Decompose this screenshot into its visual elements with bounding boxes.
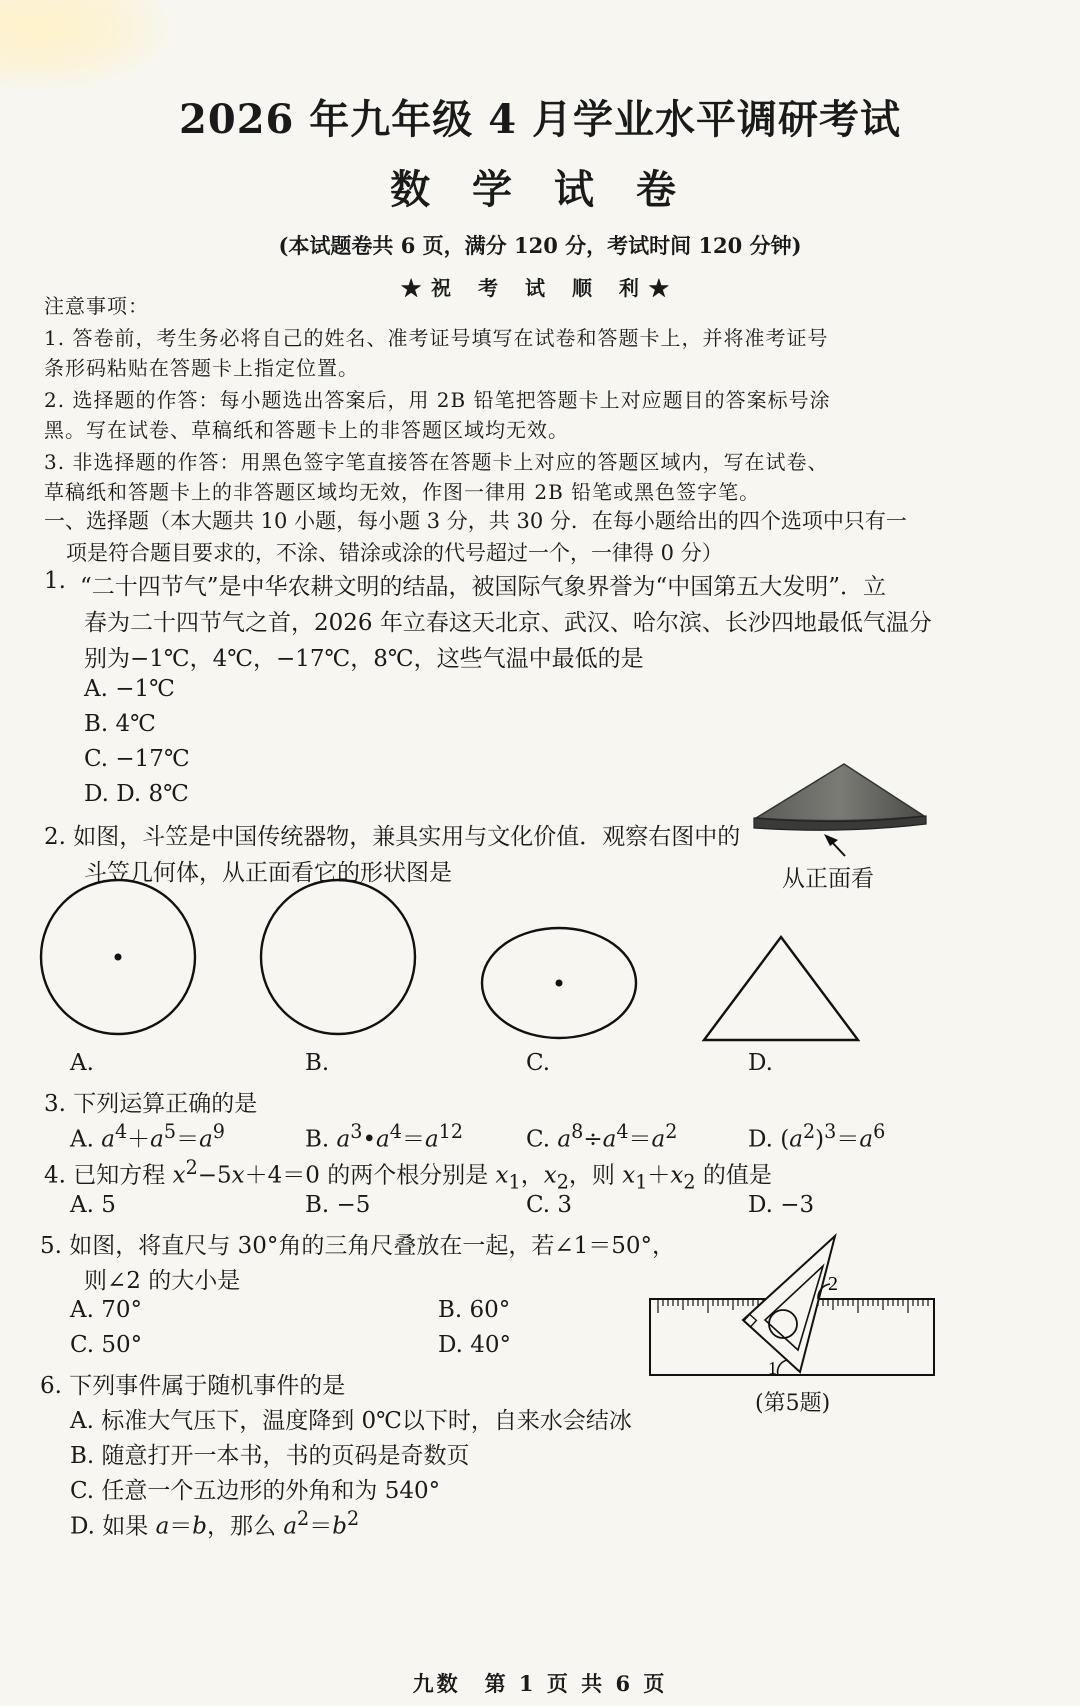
q6-option-c: C. 任意一个五边形的外角和为 540° [70,1478,441,1504]
q4-option-b: B. −5 [305,1192,371,1218]
q6-option-a: A. 标准大气压下，温度降到 0℃以下时，自来水会结冰 [70,1408,632,1434]
q3-option-d: D. $(a^2)^3=a^6$ [748,1120,886,1153]
exam-title: 2026 年九年级 4 月学业水平调研考试 [179,96,901,143]
hat-cone [756,764,924,821]
q4-option-a: A. 5 [70,1192,116,1218]
q3-option-a: A. $a^4+a^5=a^9$ [70,1120,225,1153]
exam-info: (本试题卷共 6 页，满分 120 分，考试时间 120 分钟) [278,233,802,258]
q2-stem-line: 斗笠几何体，从正面看它的形状图是 [84,860,452,886]
bamboo-hat-figure [750,758,930,868]
choice-b-label: B. [305,1050,330,1076]
q1-stem-line: 别为−1℃，4℃，−17℃，8℃，这些气温中最低的是 [84,646,644,672]
section1-line2: 项是符合题目要求的，不涂、错涂或涂的代号超过一个，一律得 0 分） [66,541,723,565]
q5-stem-line: 5. 如图，将直尺与 30°角的三角尺叠放在一起，若∠1＝50°， [40,1233,676,1259]
q6-stem: 6. 下列事件属于随机事件的是 [40,1373,346,1399]
view-label: 从正面看 [782,866,874,892]
choice-d-label: D. [748,1050,773,1076]
q5-option-c: C. 50° [70,1332,143,1358]
q5-option-b: B. 60° [438,1297,511,1323]
q1-option-c: C. −17℃ [84,746,190,772]
notice-line: 3. 非选择题的作答：用黑色签字笔直接答在答题卡上对应的答题区域内，写在试卷、 [44,450,829,474]
q4-option-c: C. 3 [526,1192,573,1218]
notice-line: 条形码粘贴在答题卡上指定位置。 [44,356,359,380]
choice-d-triangle [704,937,858,1040]
photo-glare [0,0,170,90]
section1-line1: 一、选择题（本大题共 10 小题，每小题 3 分，共 30 分．在每小题给出的四个选项中只有一 [44,509,907,533]
q5-option-a: A. 70° [70,1297,142,1323]
view-arrowhead [824,834,838,846]
q6-option-d: D. 如果 a＝b，那么 $a^2=b^2$ [70,1507,360,1540]
q5-figure-label: (第5题) [755,1391,831,1416]
choice-b-circle [261,880,415,1034]
triangle-outer [743,1236,835,1372]
notice-line: 1. 答卷前，考生务必将自己的姓名、准考证号填写在试卷和答题卡上，并将准考证号 [44,326,829,350]
angle-2-label: 2 [828,1273,838,1295]
q3-stem: 3. 下列运算正确的是 [44,1091,258,1117]
choice-a-label: A. [70,1050,94,1076]
q6-option-b: B. 随意打开一本书，书的页码是奇数页 [70,1443,470,1469]
q3-option-b: B. $a^3•a^4=a^{12}$ [305,1120,464,1153]
choice-a-center-dot [115,954,122,961]
choice-c-center-dot [556,980,563,987]
q1-option-b: B. 4℃ [84,711,156,737]
subject-title: 数 学 试 卷 [390,166,690,213]
q4-stem: 4. 已知方程 $x^2-5x+4=0$ 的两个根分别是 $x_1$，$x_2$，则 $x_1+x_2$ 的值是 [44,1156,772,1194]
q2-stem-line: 2. 如图，斗笠是中国传统器物，兼具实用与文化价值．观察右图中的 [44,824,741,850]
q1-number: 1. [44,568,66,594]
notice-line: 草稿纸和答题卡上的非答题区域均无效，作图一律用 2B 铅笔或黑色签字笔。 [44,480,761,504]
q1-stem-line: “二十四节气”是中华农耕文明的结晶，被国际气象界誉为“中国第五大发明”．立 [80,574,887,600]
q5-stem-line: 则∠2 的大小是 [84,1268,241,1294]
angle-1-label: 1 [768,1358,777,1378]
q4-option-d: D. −3 [748,1192,815,1218]
good-luck-line: ★祝 考 试 顺 利★ [401,276,679,300]
notice-line: 2. 选择题的作答：每小题选出答案后，用 2B 铅笔把答题卡上对应题目的答案标号涂 [44,388,831,412]
q5-option-d: D. 40° [438,1332,512,1358]
page-footer: 九数 第 1 页 共 6 页 [412,1671,668,1696]
notice-line: 黑。写在试卷、草稿纸和答题卡上的非答题区域均无效。 [44,418,569,442]
angle-1-arc [778,1360,788,1375]
q1-option-a: A. −1℃ [84,676,175,702]
notice-heading: 注意事项： [44,294,149,318]
ruler-triangle-figure [640,1232,940,1382]
q1-stem-line: 春为二十四节气之首，2026 年立春这天北京、武汉、哈尔滨、长沙四地最低气温分 [84,610,932,636]
choice-c-label: C. [526,1050,551,1076]
q1-option-d: D. D. 8℃ [84,781,189,807]
q3-option-c: C. $a^8\div a^4=a^2$ [526,1120,678,1153]
choice-figures [0,880,1080,1050]
